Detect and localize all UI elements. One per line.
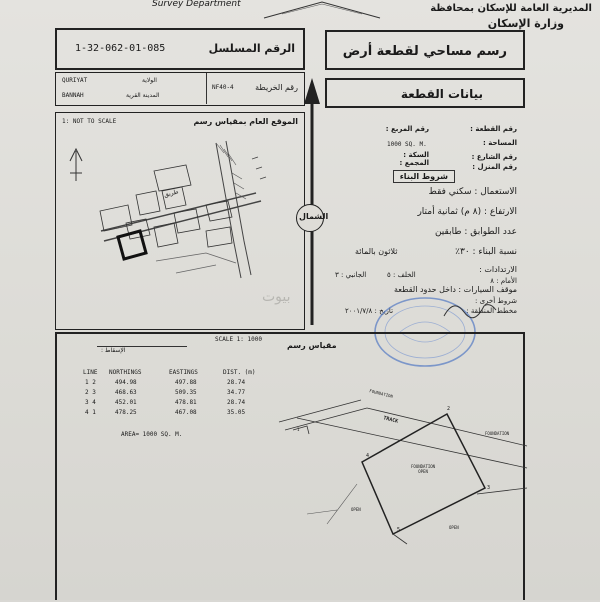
wilaya-label: الولاية — [142, 77, 157, 84]
coords-cell: 1 2 — [85, 379, 96, 386]
foundation-label-right: FOUNDATION — [485, 431, 510, 436]
north-badge — [296, 204, 329, 232]
open-label-left: OPEN — [351, 507, 361, 512]
coords-cell: 4 1 — [85, 409, 96, 416]
serial-number: 1-32-062-01-085 — [75, 43, 166, 54]
coords-cell: 478.81 — [175, 399, 197, 406]
sheet-title: رسم مساحي لقطعة أرض — [342, 44, 507, 59]
coords-cell: 3 4 — [85, 399, 96, 406]
dept-english: Survey Department — [152, 0, 241, 9]
coords-header-eastings: EASTINGS — [169, 369, 198, 376]
road-label: طريق — [163, 188, 180, 199]
area-value: 1000 SQ. M. — [387, 141, 427, 148]
coords-area: AREA= 1000 SQ. M. — [121, 431, 183, 438]
plot-data-title-box — [325, 78, 525, 108]
site-plan-scale: 1: NOT TO SCALE — [62, 118, 117, 125]
front-setback: الأمام : ٨ — [490, 277, 517, 285]
foundation-open-label: FOUNDATION OPEN — [411, 464, 436, 475]
dept-arabic-2: وزارة الإسكان — [487, 17, 564, 30]
point-5: 5 — [397, 527, 401, 533]
signature-icon — [440, 294, 500, 324]
survey-plan-box — [55, 332, 525, 600]
point-4: 4 — [366, 453, 370, 459]
coords-cell: 28.74 — [227, 399, 246, 406]
house-number-label: رقم المنزل : — [472, 163, 517, 171]
coords-cell: 2 3 — [85, 389, 96, 396]
village-value: BANNAH — [62, 92, 84, 99]
scale-label: مقياس رسم — [287, 341, 337, 350]
complex-label: المجمع : — [399, 159, 429, 167]
other-conditions: شروط أخرى : — [474, 297, 517, 305]
use-condition: الاستعمال : سكني فقط — [428, 187, 517, 197]
point-2: 2 — [447, 406, 451, 412]
plot-data-title: بيانات القطعة — [400, 87, 483, 101]
coords-header-northings: NORTHINGS — [109, 369, 142, 376]
point-1: 1 — [297, 427, 300, 432]
plot-number-label: رقم القطعة : — [470, 125, 517, 133]
ratio-text: ثلاثون بالمائة — [355, 247, 398, 256]
back-setback: الخلف : ٥ — [387, 271, 416, 279]
plot-fields — [325, 112, 525, 170]
building-conditions-title: شروط البناء — [399, 172, 448, 181]
floors-condition: عدد الطوابق : طابقين — [434, 227, 517, 237]
village-label: المدينة القرية — [126, 92, 160, 99]
coords-header-dist: DIST. (m) — [223, 369, 256, 376]
coords-header-line: LINE — [83, 369, 98, 376]
watermark: بيوت — [262, 289, 291, 305]
north-label: الشمال — [299, 212, 329, 221]
parcel-plan-drawing — [57, 334, 527, 602]
parking-condition: موقف السيارات : داخل حدود القطعة — [394, 285, 517, 294]
projection-label: الإسقاط : — [101, 347, 126, 354]
way-label: السكة : — [403, 151, 429, 159]
coords-cell: 497.88 — [175, 379, 197, 386]
map-number-label: رقم الخريطة — [255, 83, 298, 92]
serial-box — [55, 28, 305, 70]
approval-date: تاريخ : ٢٠٠١/٧/٨ — [345, 307, 394, 315]
coords-cell: 452.01 — [115, 399, 137, 406]
title-box — [325, 30, 525, 70]
coords-cell: 35.05 — [227, 409, 246, 416]
north-arrow-icon — [290, 70, 330, 330]
serial-label: الرقم المسلسل — [208, 42, 295, 55]
foundation-label-top: FOUNDATION — [368, 388, 394, 399]
height-condition: الارتفاع : (٨ م) ثمانية أمتار — [417, 207, 517, 217]
track-label: TRACK — [382, 415, 399, 425]
wilaya-value: QURIYAT — [62, 77, 88, 84]
coords-cell: 509.35 — [175, 389, 197, 396]
point-3: 3 — [487, 485, 491, 491]
open-label-bottom: OPEN — [449, 525, 459, 530]
dept-arabic-1: المديرية العامة للإسكان بمحافظة — [430, 3, 592, 14]
coords-cell: 467.08 — [175, 409, 197, 416]
map-number: NF40-4 — [212, 84, 234, 91]
emblem-icon — [262, 0, 382, 22]
coords-cell: 468.63 — [115, 389, 137, 396]
street-number-label: رقم الشارع : — [471, 153, 517, 161]
scale-value: SCALE 1: 1000 — [215, 336, 262, 343]
side-setback: الجانبي : ٣ — [335, 271, 367, 279]
location-box — [55, 72, 305, 106]
coords-cell: 34.77 — [227, 389, 246, 396]
coords-cell: 478.25 — [115, 409, 137, 416]
square-number-label: رقم المربع : — [385, 125, 429, 133]
area-label: المساحة : — [483, 139, 517, 147]
site-plan-title: الموقع العام بمقياس رسم — [193, 117, 298, 126]
building-conditions-title-box — [393, 170, 455, 183]
coords-cell: 28.74 — [227, 379, 246, 386]
ratio-condition: نسبة البناء : ٣٠٪ — [455, 247, 517, 257]
coords-cell: 494.98 — [115, 379, 137, 386]
zone-plan: مخطط المنطقة : — [466, 307, 517, 315]
setbacks-label: الارتدادات : — [479, 265, 517, 274]
